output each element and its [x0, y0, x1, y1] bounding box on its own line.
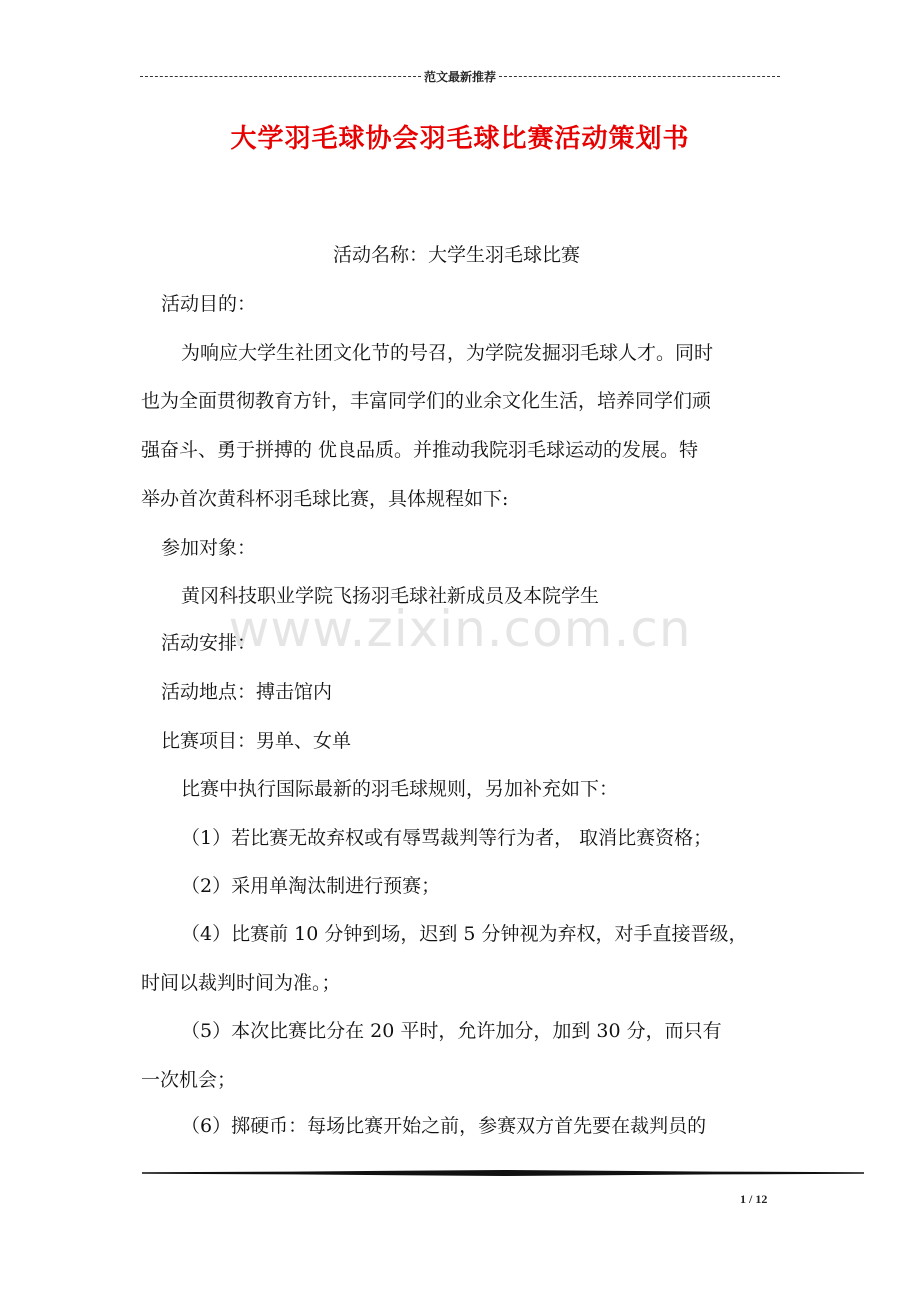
section-heading-schedule: 活动安排： [161, 632, 257, 654]
paragraph-line: 比赛中执行国际最新的羽毛球规则，另加补充如下： [181, 778, 619, 800]
section-heading-purpose: 活动目的： [161, 293, 257, 315]
paragraph-line: 举办首次黄科杯羽毛球比赛，具体规程如下: [141, 488, 509, 510]
venue-line: 活动地点：搏击馆内 [161, 681, 333, 703]
rule-item-4-continued: 时间以裁判时间为准。； [141, 972, 341, 994]
activity-name-line: 活动名称：大学生羽毛球比赛 [333, 244, 581, 266]
section-heading-participants: 参加对象： [161, 537, 257, 559]
header-dash-left [140, 76, 421, 77]
paragraph-line: 黄冈科技职业学院飞扬羽毛球社新成员及本院学生 [181, 585, 600, 607]
header-rule [140, 66, 780, 86]
rule-item-6: （6）掷硬币：每场比赛开始之前，参赛双方首先要在裁判员的 [181, 1115, 707, 1137]
rule-item-2: （2）采用单淘汰制进行预赛； [181, 875, 441, 897]
header-dash-right [499, 76, 780, 77]
rule-item-5-continued: 一次机会； [141, 1069, 237, 1091]
rule-item-5: （5）本次比赛比分在 20 平时，允许加分，加到 30 分，而只有 [181, 1020, 722, 1042]
header-label: 范文最新推荐 [424, 69, 497, 84]
watermark: www.zixin.com.cn [228, 600, 692, 658]
rule-item-1: （1）若比赛无故弃权或有辱骂裁判等行为者， 取消比赛资格； [181, 827, 713, 849]
page-number: 1 / 12 [740, 1192, 768, 1206]
paragraph-line: 强奋斗、勇于拼搏的 优良品质。并推动我院羽毛球运动的发展。特 [141, 439, 699, 461]
rule-item-4: （4）比赛前 10 分钟到场，迟到 5 分钟视为弃权，对手直接晋级， [181, 923, 748, 945]
paragraph-line: 为响应大学生社团文化节的号召，为学院发掘羽毛球人才。同时 [181, 342, 714, 364]
footer-rule [142, 1170, 864, 1176]
paragraph-line: 也为全面贯彻教育方针，丰富同学们的业余文化生活，培养同学们顽 [141, 390, 712, 412]
events-line: 比赛项目：男单、女单 [161, 730, 352, 752]
document-title: 大学羽毛球协会羽毛球比赛活动策划书 [230, 124, 690, 154]
